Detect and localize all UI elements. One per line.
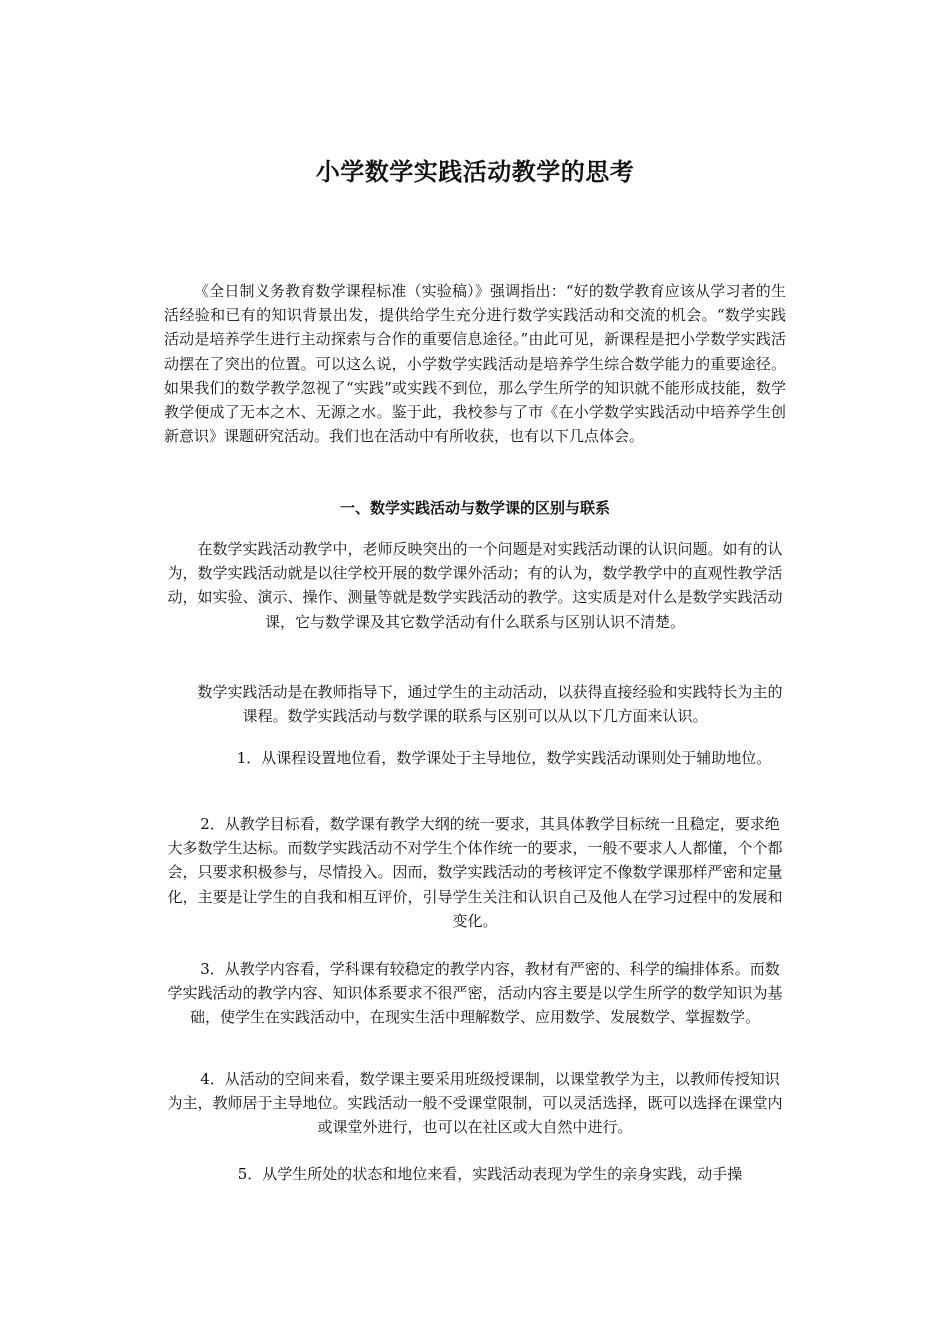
list-item-teaching-goals: 2．从教学目标看，数学课有教学大纲的统一要求，其具体教学目标统一且稳定，要求绝大多数学生达标。而数学实践活动不对学生个体作统一的要求，一般不要求人人都懂，个个都会，只要求积极参与，尽情投入。因而，数学实践活动的考核评定不像数学课那样严密和定量化，主要是让学生的自我和相互评价，引导学生关注和认识自己及他人在学习过程中的发展和变化。 (167, 815, 783, 930)
paragraph-understanding-issue: 在数学实践活动教学中，老师反映突出的一个问题是对实践活动课的认识问题。如有的认为，数学实践活动就是以往学校开展的数学课外活动；有的认为，数学教学中的直观性教学活动，如实验、演示、操作、测量等就是数学实践活动的教学。这实质是对什么是数学实践活动课，它与数学课及其它数学活动有什么联系与区别认识不清楚。 (167, 540, 783, 631)
list-item-activity-space: 4．从活动的空间来看，数学课主要采用班级授课制，以课堂教学为主，以教师传授知识为主，教师居于主导地位。实践活动一般不受课堂限制，可以灵活选择，既可以选择在课堂内或课堂外进行，也可以在社区或大自然中进行。 (167, 1070, 783, 1137)
list-item-curriculum-position: 1．从课程设置地位看，数学课处于主导地位，数学实践活动课则处于辅助地位。 (236, 749, 772, 767)
section-heading: 一、数学实践活动与数学课的区别与联系 (339, 499, 610, 517)
list-item-student-status: 5．从学生所处的状态和地位来看，实践活动表现为学生的亲身实践，动手操 (237, 1165, 743, 1183)
list-item-teaching-content: 3．从教学内容看，学科课有较稳定的教学内容，教材有严密的、科学的编排体系。而数学实践活动的教学内容、知识体系要求不很严密，活动内容主要是以学生所学的数学知识为基础，使学生在实践活动中，在现实生活中理解数学、应用数学、发展数学、掌握数学。 (167, 960, 783, 1027)
paragraph-definition: 数学实践活动是在教师指导下，通过学生的主动活动，以获得直接经验和实践特长为主的课程。数学实践活动与数学课的联系与区别可以从以下几方面来认识。 (197, 683, 783, 726)
intro-paragraph: 《全日制义务教育数学课程标准（实验稿）》强调指出：“好的数学教育应该从学习者的生活经验和已有的知识背景出发，提供给学生充分进行数学实践活动和交流的机会。“数学实践活动是培养学生进行主动探索与合作的重要信息途径。”由此可见，新课程是把小学数学实践活动摆在了突出的位置。可以这么说，小学数学实践活动是培养学生综合数学能力的重要途径。如果我们的数学教学忽视了“实践”或实践不到位，那么学生所学的知识就不能形成技能，数学教学便成了无本之木、无源之水。鉴于此，我校参与了市《在小学数学实践活动中培养学生创新意识》课题研究活动。我们也在活动中有所收获，也有以下几点体会。 (164, 282, 786, 446)
document-title: 小学数学实践活动教学的思考 (315, 157, 635, 186)
